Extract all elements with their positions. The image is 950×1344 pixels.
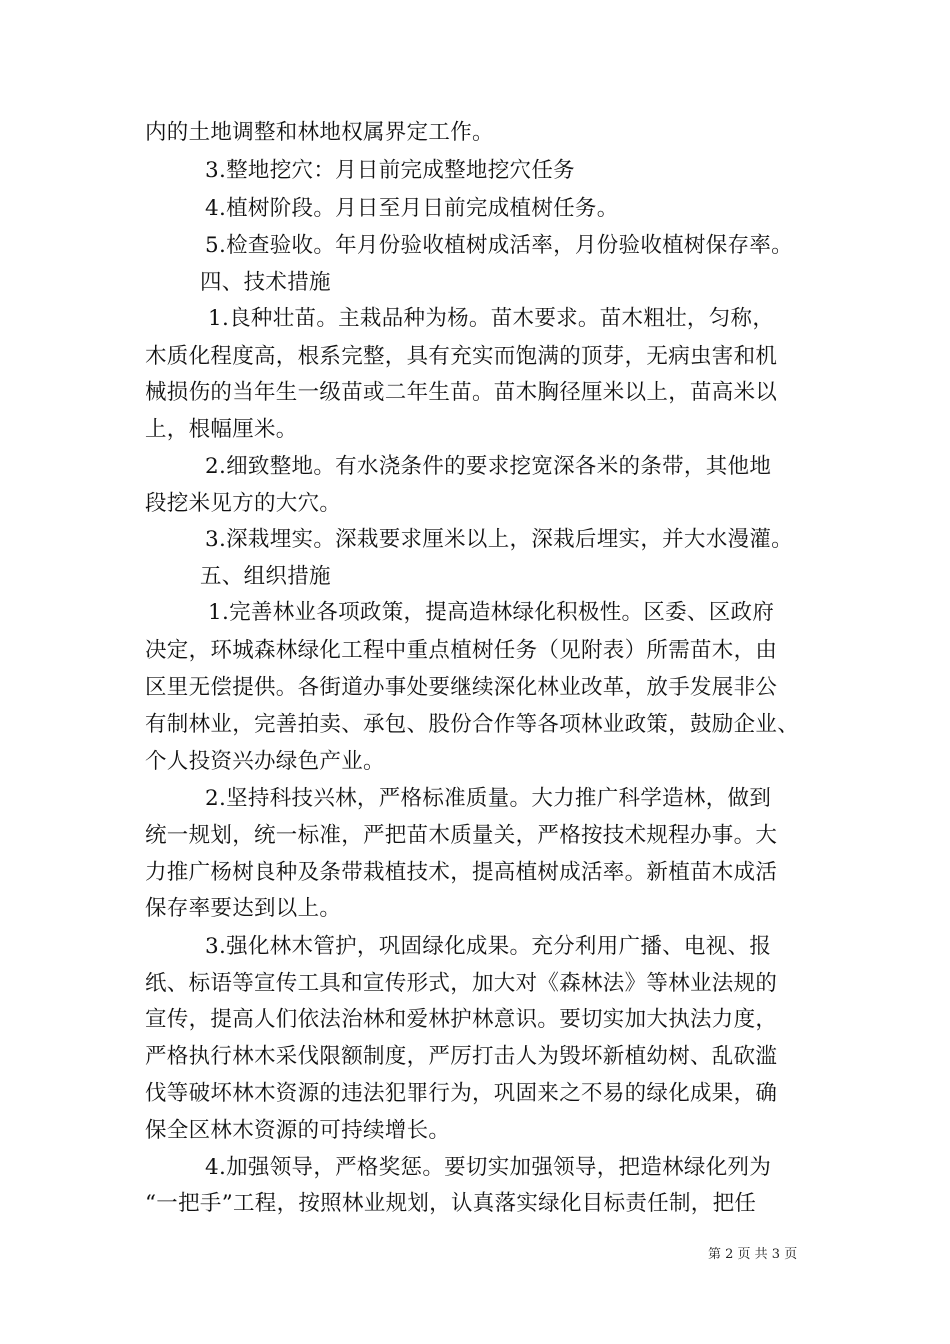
text-line: 上，根幅厘米。: [145, 417, 298, 442]
text-line: 内的土地调整和林地权属界定工作。: [145, 120, 494, 145]
text-line: 2.坚持科技兴林，严格标准质量。大力推广科学造林，做到: [205, 786, 772, 811]
text-line: 1.完善林业各项政策，提高造林绿化积极性。区委、区政府: [208, 600, 775, 625]
text-line: 3.强化林木管护，巩固绿化成果。充分利用广播、电视、报: [205, 934, 772, 959]
text-line: 个人投资兴办绿色产业。: [145, 749, 385, 774]
text-line: 宣传，提高人们依法治林和爱林护林意识。要切实加大执法力度，: [145, 1007, 778, 1032]
text-line: 4.加强领导，严格奖惩。要切实加强领导，把造林绿化列为: [205, 1155, 772, 1180]
text-line: 械损伤的当年生一级苗或二年生苗。苗木胸径厘米以上，苗高米以: [145, 380, 778, 405]
page-number-footer: 第 2 页 共 3 页: [708, 1247, 798, 1262]
text-line: “一把手”工程，按照林业规划，认真落实绿化目标责任制，把任: [145, 1191, 757, 1216]
section-heading: 五、组织措施: [200, 564, 331, 589]
text-line: 3.整地挖穴：月日前完成整地挖穴任务: [205, 158, 575, 183]
text-line: 段挖米见方的大穴。: [145, 491, 342, 516]
text-line: 保全区林木资源的可持续增长。: [145, 1118, 451, 1143]
text-line: 伐等破坏林木资源的违法犯罪行为，巩固来之不易的绿化成果，确: [145, 1081, 778, 1106]
text-line: 木质化程度高，根系完整，具有充实而饱满的顶芽，无病虫害和机: [145, 344, 778, 369]
text-line: 2.细致整地。有水浇条件的要求挖宽深各米的条带，其他地: [205, 454, 772, 479]
text-line: 力推广杨树良种及条带栽植技术，提高植树成活率。新植苗木成活: [145, 860, 778, 885]
section-heading: 四、技术措施: [200, 270, 331, 295]
text-line: 3.深栽埋实。深栽要求厘米以上，深栽后埋实，并大水漫灌。: [205, 527, 793, 552]
text-line: 纸、标语等宣传工具和宣传形式，加大对《森林法》等林业法规的: [145, 971, 778, 996]
text-line: 5.检查验收。年月份验收植树成活率，月份验收植树保存率。: [205, 233, 793, 258]
text-line: 统一规划，统一标准，严把苗木质量关，严格按技术规程办事。大: [145, 823, 778, 848]
text-line: 决定，环城森林绿化工程中重点植树任务（见附表）所需苗木，由: [145, 638, 778, 663]
text-line: 有制林业，完善拍卖、承包、股份合作等各项林业政策，鼓励企业、: [145, 712, 800, 737]
text-line: 4.植树阶段。月日至月日前完成植树任务。: [205, 196, 619, 221]
text-line: 1.良种壮苗。主栽品种为杨。苗木要求。苗木粗壮，匀称，: [208, 306, 775, 331]
text-line: 严格执行林木采伐限额制度，严厉打击人为毁坏新植幼树、乱砍滥: [145, 1044, 778, 1069]
text-line: 保存率要达到以上。: [145, 896, 342, 921]
text-line: 区里无偿提供。各街道办事处要继续深化林业改革，放手发展非公: [145, 675, 778, 700]
